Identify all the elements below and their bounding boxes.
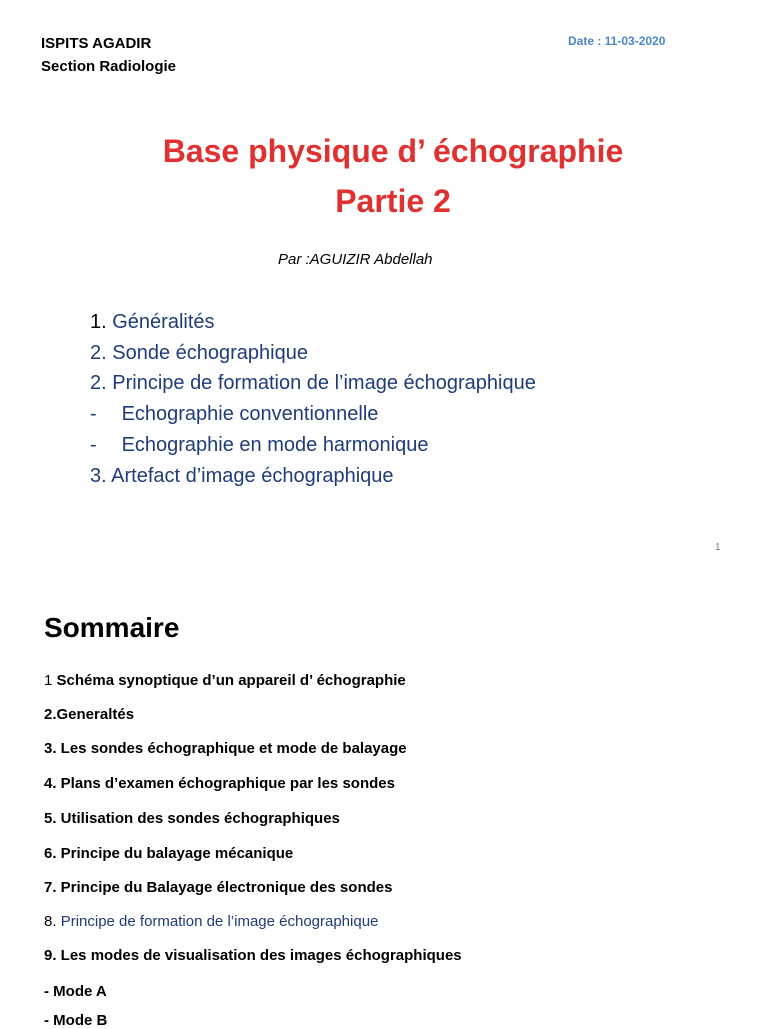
toc-item	[90, 311, 215, 334]
toc-item	[90, 372, 536, 395]
institution-name: ISPITS AGADIR	[41, 35, 152, 52]
toc-item-bullet: -	[90, 403, 97, 425]
sommaire-heading: Sommaire	[44, 612, 180, 643]
toc-item	[90, 342, 308, 365]
sommaire-item: 7. Principe du Balayage électronique des sondes	[44, 879, 393, 896]
sommaire-item: - Mode B	[44, 1012, 108, 1029]
toc-item-text: Echographie en mode harmonique	[121, 434, 429, 456]
sommaire-item: 4. Plans d’examen échographique par les sondes	[44, 775, 395, 792]
sommaire-item-text: Principe de formation de l’image échographique	[60, 913, 379, 930]
sommaire-item: 6. Principe du balayage mécanique	[44, 845, 294, 862]
toc-item-number: 2.	[90, 342, 107, 364]
toc-item	[90, 465, 394, 488]
sommaire-item-highlighted	[44, 913, 378, 930]
toc-item-number: 1.	[90, 311, 107, 333]
toc-item	[90, 403, 378, 426]
toc-item-bullet: -	[90, 434, 97, 456]
sommaire-item-number: 1	[44, 672, 53, 689]
toc-item-number: 2.	[90, 372, 107, 394]
sommaire-item: 3. Les sondes échographique et mode de balayage	[44, 740, 407, 757]
sommaire-item	[44, 672, 406, 689]
author-line: Par :AGUIZIR Abdellah	[278, 251, 433, 268]
toc-item	[90, 434, 428, 457]
page-number: 1	[715, 542, 721, 553]
sommaire-item: 5. Utilisation des sondes échographiques	[44, 810, 340, 827]
document-title-line-2: Partie 2	[335, 183, 451, 219]
toc-item-text: Sonde échographique	[112, 342, 308, 364]
toc-item-text: Généralités	[112, 311, 215, 333]
toc-item-text: Artefact d’image échographique	[111, 465, 394, 487]
toc-item-text: Echographie conventionnelle	[121, 403, 379, 425]
document-date: Date : 11-03-2020	[568, 34, 666, 48]
toc-item-text: Principe de formation de l’image échographique	[112, 372, 536, 394]
sommaire-item: 9. Les modes de visualisation des images échographiques	[44, 947, 462, 964]
toc-item-number: 3.	[90, 465, 107, 487]
document-title-line-1: Base physique d’ échographie	[162, 133, 624, 169]
section-name: Section Radiologie	[41, 58, 177, 75]
sommaire-item: - Mode A	[44, 983, 107, 1000]
sommaire-item: 2.Generaltés	[44, 706, 135, 723]
sommaire-item-number: 8.	[44, 913, 57, 930]
sommaire-item-text: Schéma synoptique d’un appareil d’ échographie	[56, 672, 406, 689]
